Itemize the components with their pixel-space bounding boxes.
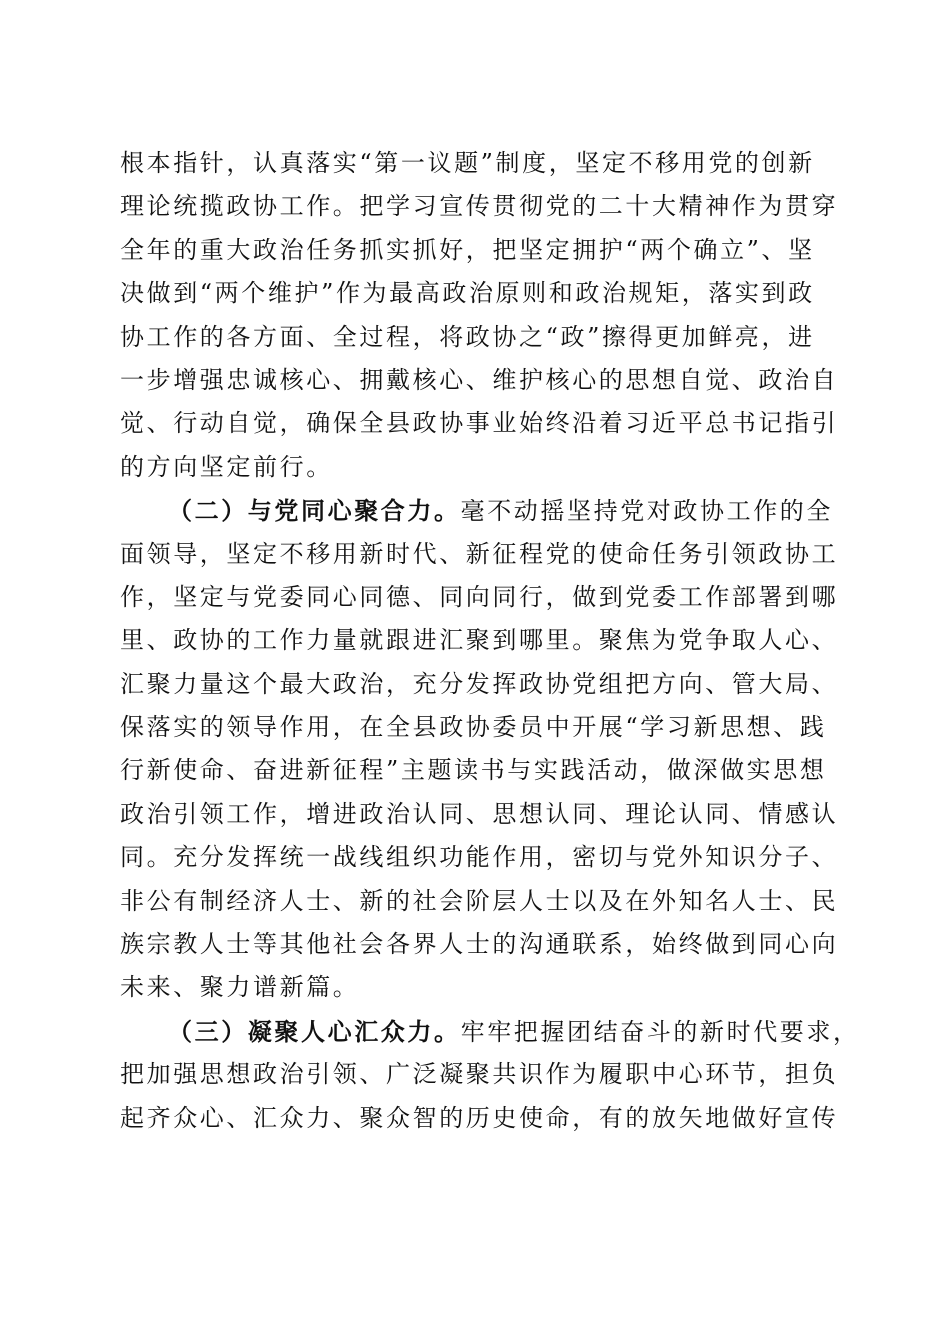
document-body — [120, 142, 860, 1140]
paragraph-1 — [120, 142, 840, 489]
text-line: 行新使命、奋进新征程”主题读书与实践活动，做深做实思想 — [120, 756, 827, 785]
text-run: 牢牢把握团结奋斗的新时代要求， — [460, 1017, 860, 1046]
text-line: 同。充分发挥统一战线组织功能作用，密切与党外知识分子、 — [120, 843, 839, 872]
text-line: 根本指针，认真落实“第一议题”制度，坚定不移用党的创新 — [120, 149, 815, 177]
text-line: 把加强思想政治引领、广泛凝聚共识作为履职中心环节，担负 — [120, 1060, 839, 1089]
text-run: 毫不动摇坚持党对政协工作的全 — [460, 497, 834, 526]
paragraph-2 — [120, 489, 840, 1010]
text-line: 保落实的领导作用，在全县政协委员中开展“学习新思想、践 — [120, 713, 827, 742]
text-line: 族宗教人士等其他社会各界人士的沟通联系，始终做到同心向 — [120, 930, 839, 959]
text-line: 决做到“两个维护”作为最高政治原则和政治规矩，落实到政 — [120, 279, 815, 308]
text-line: 一步增强忠诚核心、拥戴核心、维护核心的思想自觉、政治自 — [120, 365, 839, 394]
text-line: 面领导，坚定不移用新时代、新征程党的使命任务引领政协工 — [120, 539, 839, 568]
text-line: 汇聚力量这个最大政治，充分发挥政协党组把方向、管大局、 — [120, 669, 839, 698]
text-line: 理论统揽政协工作。把学习宣传贯彻党的二十大精神作为贯穿 — [120, 192, 839, 221]
text-line: 未来、聚力谱新篇。 — [120, 973, 360, 1002]
paragraph-first-line — [120, 489, 840, 532]
text-line: 作，坚定与党委同心同德、同向同行，做到党委工作部署到哪 — [120, 582, 839, 611]
text-line: 里、政协的工作力量就跟进汇聚到哪里。聚焦为党争取人心、 — [120, 626, 839, 655]
paragraph-3 — [120, 1010, 860, 1140]
text-line: 政治引领工作，增进政治认同、思想认同、理论认同、情感认 — [120, 799, 839, 828]
text-line: 的方向坚定前行。 — [120, 452, 333, 481]
text-line: 非公有制经济人士、新的社会阶层人士以及在外知名人士、民 — [120, 886, 839, 915]
section-heading: （三）凝聚人心汇众力。 — [168, 1016, 461, 1046]
text-line: 协工作的各方面、全过程，将政协之“政”擦得更加鲜亮，进 — [120, 322, 815, 351]
text-line: 起齐众心、汇众力、聚众智的历史使命，有的放矢地做好宣传 — [120, 1103, 839, 1132]
section-heading: （二）与党同心聚合力。 — [168, 496, 461, 526]
text-line: 觉、行动自觉，确保全县政协事业始终沿着习近平总书记指引 — [120, 409, 839, 438]
text-line: 全年的重大政治任务抓实抓好，把坚定拥护“两个确立”、坚 — [120, 235, 815, 264]
paragraph-first-line — [120, 1010, 860, 1053]
